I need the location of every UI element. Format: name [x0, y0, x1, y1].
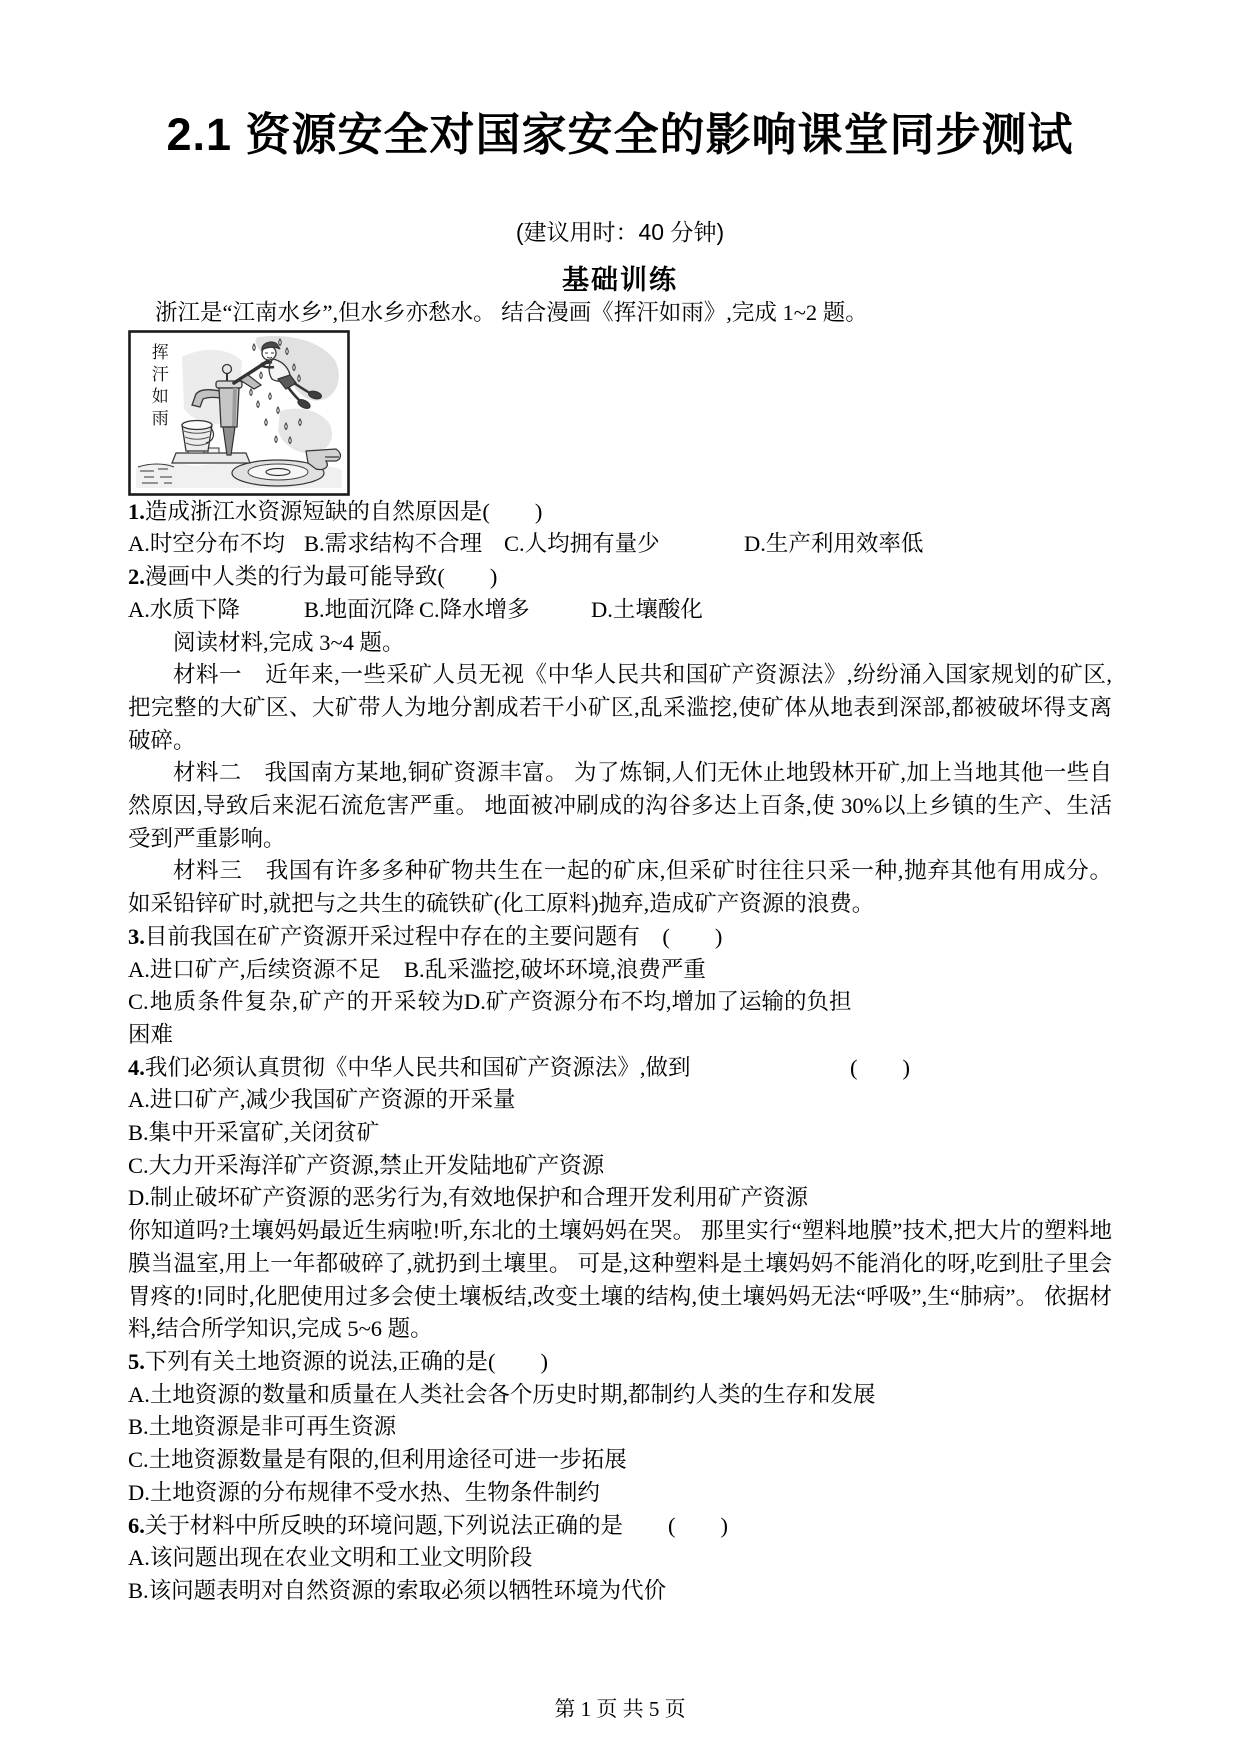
q4-option-d: D.制止破坏矿产资源的恶劣行为,有效地保护和合理开发利用矿产资源 — [128, 1185, 809, 1211]
question-1-text: 造成浙江水资源短缺的自然原因是( ) — [144, 498, 543, 524]
question-3-number: 3. — [128, 923, 145, 949]
q2-option-b: B.地面沉降 — [304, 596, 415, 622]
intro-paragraph: 浙江是“江南水乡”,但水乡亦愁水。 结合漫画《挥汗如雨》,完成 1~2 题。 — [155, 300, 868, 325]
question-2-number: 2. — [128, 564, 145, 590]
q5-option-d: D.土地资源的分布规律不受水热、生物条件制约 — [128, 1479, 600, 1505]
question-2-stem — [128, 561, 1112, 594]
q5-option-a: A.土地资源的数量和质量在人类社会各个历史时期,都制约人类的生存和发展 — [128, 1381, 876, 1407]
question-4-stem — [128, 1052, 1112, 1085]
q3-option-b: B.乱采滥挖,破坏环境,浪费严重 — [404, 956, 706, 982]
question-2-text: 漫画中人类的行为最可能导致( ) — [144, 564, 498, 590]
question-5-stem — [128, 1346, 1112, 1379]
question-area — [128, 496, 1112, 1608]
cartoon-huihanruyu — [128, 330, 350, 496]
question-3-stem — [128, 921, 1112, 954]
question-6-stem — [128, 1510, 1112, 1543]
cartoon-caption: 挥汗如雨 — [148, 342, 168, 431]
q3-option-c: C.地质条件复杂,矿产的开采较为困难 — [128, 989, 464, 1047]
question-3-options-row2 — [128, 986, 1112, 1051]
q3-option-a: A.进口矿产,后续资源不足 — [128, 956, 381, 982]
material-1: 材料一 近年来,一些采矿人员无视《中华人民共和国矿产资源法》,纷纷涌入国家规划的矿区,把完整的大矿区、大矿带人为地分割成若干小矿区,乱采滥挖,使矿体从地表到深部,都被破坏得支离破碎。 — [128, 662, 1112, 753]
q1-option-c: C.人均拥有量少 — [504, 531, 660, 557]
q6-option-a: A.该问题出现在农业文明和工业文明阶段 — [128, 1545, 533, 1571]
question-4-number: 4. — [128, 1054, 145, 1080]
question-6-number: 6. — [128, 1512, 145, 1538]
bucket — [182, 420, 213, 451]
q1-option-b: B.需求结构不合理 — [304, 531, 483, 557]
question-5-number: 5. — [128, 1348, 145, 1374]
q1-option-d: D.生产利用效率低 — [744, 531, 924, 557]
suggested-time: (建议用时：40 分钟) — [515, 219, 725, 245]
question-6-text: 关于材料中所反映的环境问题,下列说法正确的是 ( ) — [144, 1512, 728, 1538]
q2-option-a: A.水质下降 — [128, 596, 240, 622]
material-3: 材料三 我国有许多多种矿物共生在一起的矿床,但采矿时往往只采一种,抛弃其他有用成分。 如采铅锌矿时,就把与之共生的硫铁矿(化工原料)抛弃,造成矿产资源的浪费。 — [128, 858, 1112, 917]
q4-option-c: C.大力开采海洋矿产资源,禁止开发陆地矿产资源 — [128, 1152, 605, 1178]
question-3-text: 目前我国在矿产资源开采过程中存在的主要问题有 ( ) — [144, 923, 723, 949]
material-2: 材料二 我国南方某地,铜矿资源丰富。 为了炼铜,人们无休止地毁林开矿,加上当地其他一些自然原因,导致后来泥石流危害严重。 地面被冲刷成的沟谷多达上百条,使 30%以上乡镇的生产、生活受到严重影响。 — [128, 760, 1112, 851]
q3-option-d: D.矿产资源分布不均,增加了运输的负担 — [464, 989, 852, 1015]
reading-note: 阅读材料,完成 3~4 题。 — [173, 629, 405, 655]
page-number-footer: 第 1 页 共 5 页 — [554, 1697, 686, 1721]
question-2-options — [128, 594, 1112, 627]
q6-option-b: B.该问题表明对自然资源的索取必须以牺牲环境为代价 — [128, 1577, 667, 1603]
question-1-stem — [128, 496, 1112, 529]
q2-option-c: C.降水增多 — [419, 596, 530, 622]
question-1-options — [128, 528, 1112, 561]
q1-option-a: A.时空分布不均 — [128, 531, 285, 557]
question-3-options-row1 — [128, 954, 1112, 987]
q4-answer-paren: ( ) — [850, 1054, 910, 1080]
q5-option-c: C.土地资源数量是有限的,但利用途径可进一步拓展 — [128, 1447, 627, 1473]
q5-option-b: B.土地资源是非可再生资源 — [128, 1414, 397, 1440]
soil-passage: 你知道吗?土壤妈妈最近生病啦!听,东北的土壤妈妈在哭。 那里实行“塑料地膜”技术,把大片的塑料地膜当温室,用上一年都破碎了,就扔到土壤里。 可是,这种塑料是土壤妈妈不能消化的呀,吃到肚子里会胃疼的!同时,化肥使用过多会使土壤板结,改变土壤的结构,使土壤妈妈无法“呼吸”,生“肺病”。 依据材料,结合所学知识,完成 5~6 题。 — [128, 1218, 1112, 1342]
document-body — [128, 297, 1112, 1608]
q2-option-d: D.土壤酸化 — [591, 596, 703, 622]
section-heading: 基础训练 — [562, 265, 678, 295]
question-4-text: 我们必须认真贯彻《中华人民共和国矿产资源法》,做到 — [144, 1054, 691, 1080]
q4-option-b: B.集中开采富矿,关闭贫矿 — [128, 1120, 380, 1146]
page-title: 2.1 资源安全对国家安全的影响课堂同步测试 — [166, 109, 1074, 160]
question-1-number: 1. — [128, 498, 145, 524]
question-5-text: 下列有关土地资源的说法,正确的是( ) — [144, 1348, 548, 1374]
q4-option-a: A.进口矿产,减少我国矿产资源的开采量 — [128, 1087, 516, 1113]
